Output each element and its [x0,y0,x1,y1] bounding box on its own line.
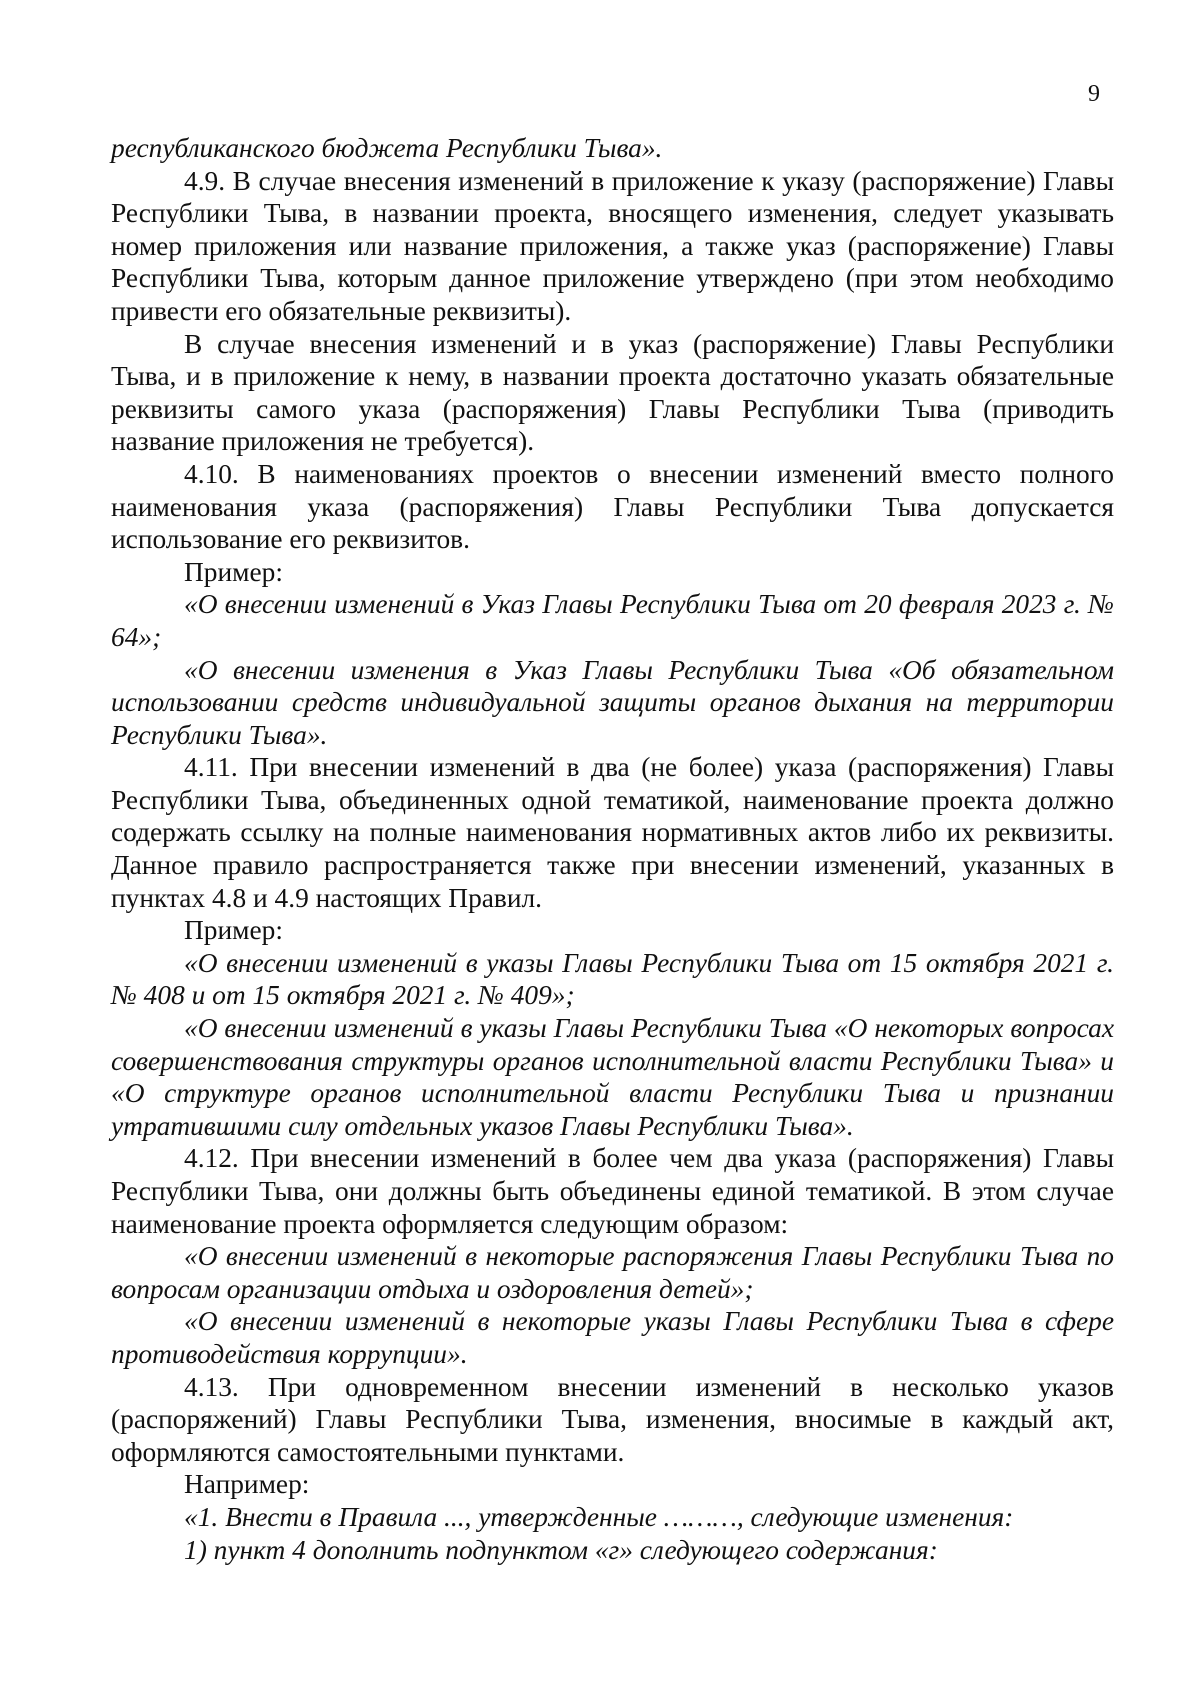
example-quote: «О внесении изменений в указы Главы Республики Тыва от 15 октября 2021 г. № 408 и от 15 октября 2021 г. № 409»; [111,947,1114,1011]
page-number: 9 [1088,81,1100,107]
paragraph: республиканского бюджета Республики Тыва». [111,133,663,163]
example-quote: «О внесении изменений в Указ Главы Республики Тыва от 20 февраля 2023 г. № 64»; [111,589,1114,652]
document-body [111,132,1114,1566]
example-label: Например: [184,1469,310,1500]
paragraph: 4.12. При внесении изменений в более чем два указа (распоряжения) Главы Республики Тыва, они должны быть объединены единой тематикой. В этом случае наименование проекта оформляется следующим образом: [111,1143,1114,1239]
example-quote: «1. Внести в Правила ..., утвержденные ………, следующие изменения: [184,1501,1014,1532]
example-quote: «О внесении изменений в указы Главы Республики Тыва «О некоторых вопросах совершенствования структуры органов исполнительной власти Республики Тыва» и «О структуре органов исполнительной власти Республики Тыва и признании утратившими силу отдельных указов Главы Республики Тыва». [111,1013,1114,1141]
example-quote: 1) пункт 4 дополнить подпунктом «г» следующего содержания: [184,1534,938,1565]
example-quote: «О внесении изменения в Указ Главы Республики Тыва «Об обязательном использовании средств индивидуальной защиты органов дыхания на территории Республики Тыва». [111,654,1114,750]
example-quote: «О внесении изменений в некоторые указы Главы Республики Тыва в сфере противодействия коррупции». [111,1306,1114,1369]
example-label: Пример: [184,915,283,946]
paragraph: 4.13. При одновременном внесении изменений в несколько указов (распоряжений) Главы Республики Тыва, изменения, вносимые в каждый акт, оформляются самостоятельными пунктами. [111,1371,1114,1467]
example-quote: «О внесении изменений в некоторые распоряжения Главы Республики Тыва по вопросам организации отдыха и оздоровления детей»; [111,1241,1114,1304]
paragraph: 4.10. В наименованиях проектов о внесении изменений вместо полного наименования указа (распоряжения) Главы Республики Тыва допускается использование его реквизитов. [111,458,1114,555]
paragraph: 4.11. При внесении изменений в два (не более) указа (распоряжения) Главы Республики Тыва, объединенных одной тематикой, наименование проекта должно содержать ссылку на полные наименования нормативных актов либо их реквизиты. Данное правило распространяется также при внесении изменений, указанных в пунктах 4.8 и 4.9 настоящих Правил. [111,752,1114,913]
paragraph: 4.9. В случае внесения изменений в приложение к указу (распоряжение) Главы Республики Тыва, в названии проекта, вносящего изменения, следует указывать номер приложения или название приложения, а также указ (распоряжение) Главы Республики Тыва, которым данное приложение утверждено (при этом необходимо привести его обязательные реквизиты). [111,165,1114,326]
paragraph: В случае внесения изменений и в указ (распоряжение) Главы Республики Тыва, и в приложение к нему, в названии проекта достаточно указать обязательные реквизиты самого указа (распоряжения) Главы Республики Тыва (приводить название приложения не требуется). [111,328,1114,457]
example-label: Пример: [184,556,283,587]
